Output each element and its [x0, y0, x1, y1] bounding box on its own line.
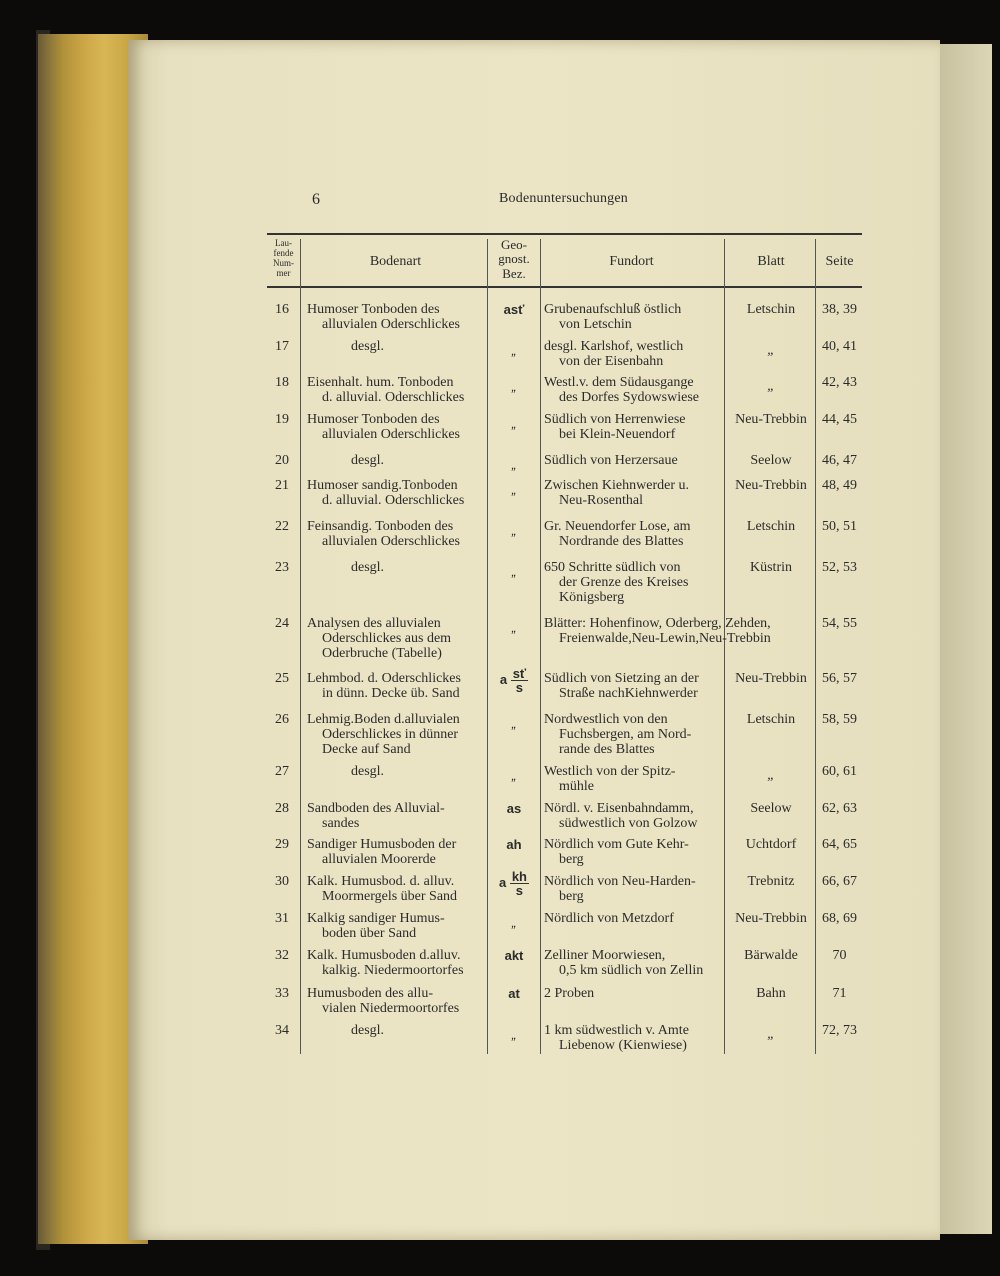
bodenart-line: Humusboden des allu- [307, 986, 433, 1001]
bodenart-cell [307, 302, 484, 332]
fundort-line: 1 km südwestlich v. Amte [544, 1023, 689, 1038]
bodenart-line: Kalkig sandiger Humus- [307, 911, 445, 926]
header-num-line: Num- [273, 257, 294, 268]
seite-cell: 54, 55 [822, 616, 857, 631]
blatt-cell: Seelow [750, 453, 792, 468]
blatt-cell: Bahn [756, 986, 786, 1001]
column-divider [540, 239, 541, 1054]
bodenart-line: kalkig. Niedermoortorfes [322, 963, 464, 978]
row-number: 24 [275, 616, 289, 631]
row-number: 27 [275, 764, 289, 779]
fundort-line: Blätter: Hohenfinow, Oderberg, Zehden, [544, 616, 771, 631]
bodenart-line: Analysen des alluvialen [307, 616, 441, 631]
fundort-line: von Letschin [559, 317, 632, 332]
fundort-line: Grubenaufschluß östlich [544, 302, 682, 317]
geo-cell: „ [511, 768, 517, 783]
row-number: 25 [275, 671, 289, 686]
seite-cell: 46, 47 [822, 453, 857, 468]
seite-cell: 40, 41 [822, 339, 857, 354]
fundort-line: Nordwestlich von den [544, 712, 668, 727]
bodenart-line: desgl. [351, 1023, 385, 1038]
fundort-line: Freienwalde,Neu-Lewin,Neu-Trebbin [559, 631, 771, 646]
seite-cell: 56, 57 [822, 671, 857, 686]
fundort-line: Gr. Neuendorfer Lose, am [544, 519, 691, 534]
bodenart-line: alluvialen Oderschlickes [322, 534, 461, 549]
fundort-cell [544, 874, 719, 904]
bodenart-line: Feinsandig. Tonboden des [307, 519, 454, 534]
fundort-line: Südlich von Herrenwiese [544, 412, 686, 427]
fundort-cell [544, 560, 719, 605]
bodenart-line: alluvialen Oderschlickes [322, 427, 461, 442]
geo-cell [489, 870, 539, 897]
seite-cell: 64, 65 [822, 837, 857, 852]
blatt-cell: Trebnitz [747, 874, 795, 889]
bodenart-line: Kalk. Humusboden d.alluv. [307, 948, 461, 963]
blatt-cell: Bärwalde [744, 948, 798, 963]
fundort-line: 0,5 km südlich von Zellin [559, 963, 704, 978]
bodenart-line: d. alluvial. Oderschlickes [322, 390, 465, 405]
fundort-line: mühle [559, 779, 594, 794]
bodenart-cell [307, 948, 484, 978]
bodenart-cell [307, 616, 484, 661]
blatt-cell: Letschin [746, 302, 796, 317]
bodenart-cell [307, 712, 484, 757]
row-number: 29 [275, 837, 289, 852]
fundort-line: Südlich von Sietzing an der [544, 671, 699, 686]
geo-numerator: kh [511, 869, 527, 884]
row-number: 21 [275, 478, 289, 493]
bodenart-line: Moormergels über Sand [322, 889, 458, 904]
bodenart-line: Humoser Tonboden des [307, 412, 440, 427]
fundort-cell [544, 948, 719, 978]
seite-cell: 71 [832, 986, 847, 1001]
header-geo-line: Bez. [502, 265, 526, 281]
fundort-line: 2 Proben [544, 986, 595, 1001]
fundort-line: Südlich von Herzersaue [544, 453, 678, 468]
blatt-cell: Letschin [746, 712, 796, 727]
geo-fraction [511, 667, 528, 694]
fundort-line: desgl. Karlshof, westlich [544, 339, 684, 354]
fundort-cell [544, 764, 719, 794]
blatt-cell: „ [767, 1027, 775, 1042]
seite-cell: 66, 67 [822, 874, 857, 889]
bodenart-line: in dünn. Decke üb. Sand [322, 686, 460, 701]
fundort-line: Königsberg [559, 590, 625, 605]
seite-cell: 58, 59 [822, 712, 857, 727]
fundort-cell [544, 1023, 719, 1053]
bodenart-line: desgl. [351, 764, 385, 779]
bodenart-cell [307, 560, 484, 575]
blatt-cell: „ [767, 343, 775, 358]
fundort-line: Nordrande des Blattes [559, 534, 684, 549]
seite-cell: 42, 43 [822, 375, 857, 390]
fundort-line: Liebenow (Kienwiese) [559, 1038, 687, 1053]
seite-cell: 68, 69 [822, 911, 857, 926]
fundort-cell [544, 671, 719, 701]
geo-cell: „ [511, 416, 517, 431]
fundort-cell [544, 616, 844, 646]
bodenart-line: desgl. [351, 339, 385, 354]
bodenart-line: Eisenhalt. hum. Tonboden [307, 375, 454, 390]
seite-cell: 72, 73 [822, 1023, 857, 1038]
row-number: 17 [275, 339, 289, 354]
geo-cell: „ [511, 620, 517, 635]
blatt-cell: Neu-Trebbin [735, 671, 807, 686]
fundort-line: Straße nachKiehnwerder [559, 686, 698, 701]
blatt-cell: Letschin [746, 519, 796, 534]
row-number: 30 [275, 874, 289, 889]
blatt-cell: Uchtdorf [745, 837, 797, 852]
geo-cell: ah [506, 837, 522, 852]
bodenart-line: Oderschlickes in dünner [322, 727, 459, 742]
header-geo-line: gnost. [498, 251, 530, 267]
fundort-cell [544, 519, 719, 549]
fundort-cell [544, 412, 719, 442]
seite-cell: 44, 45 [822, 412, 857, 427]
fundort-cell [544, 986, 719, 1001]
table-header-rule [267, 286, 862, 288]
page-number: 6 [312, 191, 320, 208]
geo-cell: „ [511, 564, 517, 579]
geo-numerator: sť [512, 666, 527, 681]
blatt-cell: „ [767, 768, 775, 783]
fundort-cell [544, 478, 719, 508]
bodenart-cell [307, 453, 484, 468]
geo-cell: asť [503, 302, 525, 317]
blatt-cell: Neu-Trebbin [735, 412, 807, 427]
fundort-line: Nördlich von Metzdorf [544, 911, 674, 926]
geo-cell [489, 667, 539, 694]
bodenart-cell [307, 764, 484, 779]
bodenart-cell [307, 911, 484, 941]
column-divider [300, 239, 301, 1054]
row-number: 31 [275, 911, 289, 926]
row-number: 18 [275, 375, 289, 390]
fundort-cell [544, 911, 719, 926]
bodenart-line: Humoser Tonboden des [307, 302, 440, 317]
seite-cell: 52, 53 [822, 560, 857, 575]
geo-cell: akt [504, 948, 524, 963]
row-number: 26 [275, 712, 289, 727]
bodenart-line: alluvialen Moorerde [322, 852, 436, 867]
geo-cell: „ [511, 343, 517, 358]
bodenart-line: Humoser sandig.Tonboden [307, 478, 458, 493]
column-divider [487, 239, 488, 1054]
header-geo-line: Geo- [501, 237, 527, 252]
row-number: 16 [275, 302, 289, 317]
fundort-line: Nördl. v. Eisenbahndamm, [544, 801, 694, 816]
bodenart-line: vialen Niedermoortorfes [322, 1001, 460, 1016]
row-number: 20 [275, 453, 289, 468]
fundort-line: 650 Schritte südlich von [544, 560, 681, 575]
bodenart-line: Decke auf Sand [322, 742, 411, 757]
blatt-cell: Neu-Trebbin [735, 911, 807, 926]
geo-cell: „ [511, 523, 517, 538]
row-number: 23 [275, 560, 289, 575]
bodenart-cell [307, 986, 484, 1016]
bodenart-cell [307, 478, 484, 508]
geo-cell: at [508, 986, 520, 1001]
bodenart-cell [307, 339, 484, 354]
bodenart-line: alluvialen Oderschlickes [322, 317, 461, 332]
bodenart-cell [307, 519, 484, 549]
blatt-cell: Neu-Trebbin [735, 478, 807, 493]
seite-cell: 60, 61 [822, 764, 857, 779]
fundort-cell [544, 712, 719, 757]
header-geo [489, 238, 539, 281]
seite-cell: 62, 63 [822, 801, 857, 816]
fundort-line: von der Eisenbahn [559, 354, 664, 369]
bodenart-cell [307, 412, 484, 442]
geo-prefix: a [499, 671, 511, 687]
fundort-line: Westlich von der Spitz- [544, 764, 676, 779]
geo-cell: „ [511, 1027, 517, 1042]
row-number: 34 [275, 1023, 289, 1038]
fundort-cell [544, 339, 719, 369]
fundort-line: berg [559, 889, 584, 904]
bodenart-line: Lehmbod. d. Oderschlickes [307, 671, 461, 686]
blatt-cell: Küstrin [750, 560, 792, 575]
geo-cell: „ [511, 915, 517, 930]
geo-denominator: s [515, 680, 524, 695]
fundort-line: der Grenze des Kreises [559, 575, 689, 590]
row-number: 28 [275, 801, 289, 816]
geo-cell: „ [511, 379, 517, 394]
fundort-line: Westl.v. dem Südausgange [544, 375, 694, 390]
blatt-cell: „ [767, 379, 775, 394]
fundort-line: Neu-Rosenthal [559, 493, 643, 508]
geo-cell: „ [511, 716, 517, 731]
header-num [267, 239, 300, 279]
geo-denominator: s [515, 883, 524, 898]
header-num-line: fende [273, 247, 294, 258]
fundort-line: berg [559, 852, 584, 867]
row-number: 19 [275, 412, 289, 427]
fundort-line: Zelliner Moorwiesen, [544, 948, 666, 963]
geo-fraction [510, 870, 529, 897]
bodenart-line: desgl. [351, 560, 385, 575]
bodenart-cell [307, 1023, 484, 1038]
seite-cell: 38, 39 [822, 302, 857, 317]
bodenart-cell [307, 837, 484, 867]
bodenart-line: Kalk. Humusbod. d. alluv. [307, 874, 455, 889]
bodenart-line: Oderbruche (Tabelle) [322, 646, 442, 661]
running-head: Bodenuntersuchungen [499, 191, 628, 206]
geo-cell: as [506, 801, 522, 816]
fundort-line: südwestlich von Golzow [559, 816, 698, 831]
bodenart-line: desgl. [351, 453, 385, 468]
column-divider [724, 239, 725, 1054]
seite-cell: 48, 49 [822, 478, 857, 493]
fundort-line: des Dorfes Sydowswiese [559, 390, 699, 405]
fundort-cell [544, 375, 719, 405]
header-num-line: Lau- [275, 238, 292, 248]
bodenart-line: Sandiger Humusboden der [307, 837, 457, 852]
header-fundort: Fundort [609, 254, 654, 269]
fundort-cell [544, 302, 719, 332]
header-num-line: mer [276, 267, 291, 278]
blatt-cell: Seelow [750, 801, 792, 816]
header-blatt: Blatt [757, 254, 785, 269]
facing-page [940, 44, 992, 1234]
geo-cell: „ [511, 482, 517, 497]
row-number: 33 [275, 986, 289, 1001]
row-number: 22 [275, 519, 289, 534]
column-divider [815, 239, 816, 1054]
geo-cell: „ [511, 457, 517, 472]
fundort-cell [544, 837, 719, 867]
seite-cell: 70 [832, 948, 847, 963]
fundort-line: Nördlich von Neu-Harden- [544, 874, 696, 889]
fundort-line: Fuchsbergen, am Nord- [559, 727, 692, 742]
bodenart-line: d. alluvial. Oderschlickes [322, 493, 465, 508]
bodenart-cell [307, 801, 484, 831]
bodenart-line: Lehmig.Boden d.alluvialen [307, 712, 460, 727]
seite-cell: 50, 51 [822, 519, 857, 534]
bodenart-line: sandes [322, 816, 360, 831]
fundort-line: Zwischen Kiehnwerder u. [544, 478, 690, 493]
bodenart-cell [307, 671, 484, 701]
bodenart-line: boden über Sand [322, 926, 417, 941]
table-top-rule [267, 233, 862, 235]
fundort-line: bei Klein-Neuendorf [559, 427, 676, 442]
fundort-line: rande des Blattes [559, 742, 655, 757]
bodenart-cell [307, 874, 484, 904]
header-bodenart: Bodenart [369, 254, 422, 269]
row-number: 32 [275, 948, 289, 963]
header-seite: Seite [825, 254, 854, 269]
bodenart-line: Oderschlickes aus dem [322, 631, 452, 646]
fundort-line: Nördlich vom Gute Kehr- [544, 837, 689, 852]
bodenart-line: Sandboden des Alluvial- [307, 801, 445, 816]
geo-prefix: a [498, 874, 510, 890]
bodenart-cell [307, 375, 484, 405]
fundort-cell [544, 453, 719, 468]
fundort-cell [544, 801, 719, 831]
